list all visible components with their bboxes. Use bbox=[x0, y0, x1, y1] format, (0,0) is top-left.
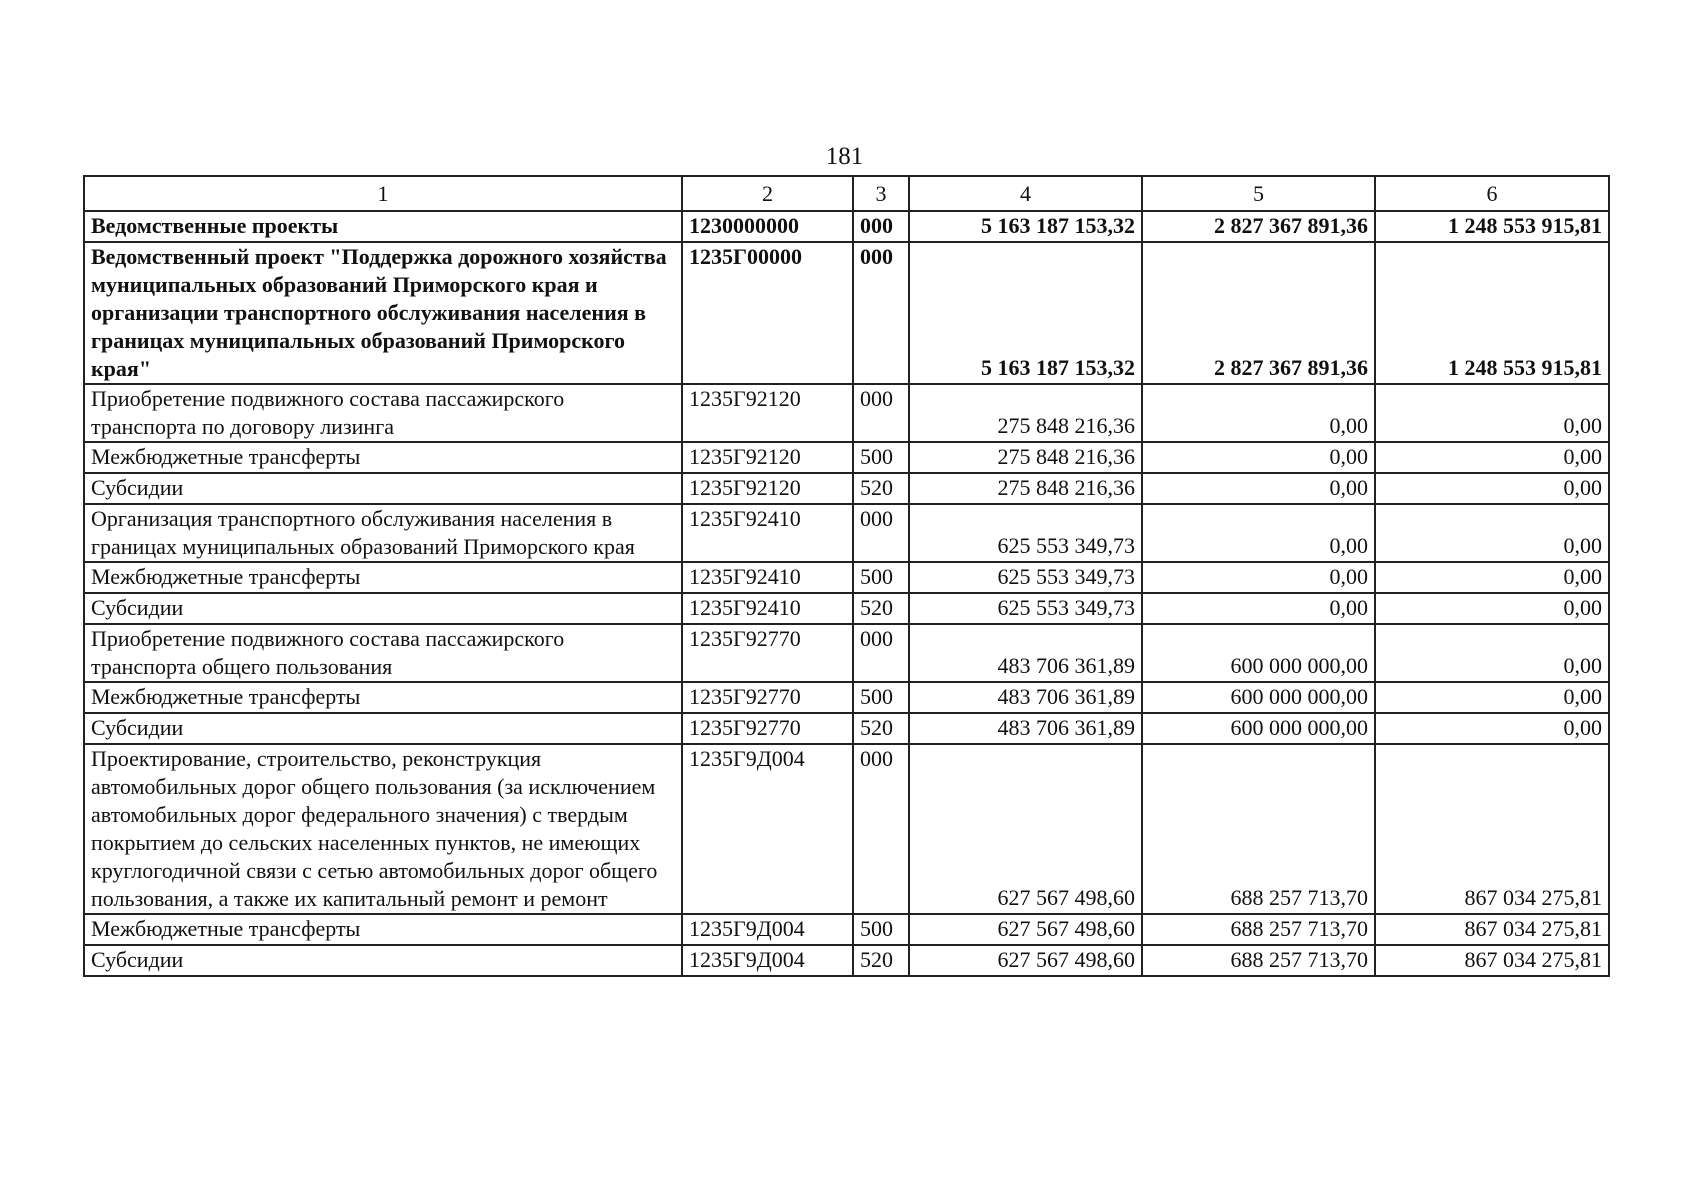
row-value-cell: 627 567 498,60 bbox=[909, 914, 1142, 945]
row-value-cell: 0,00 bbox=[1142, 442, 1375, 473]
table-row bbox=[84, 504, 1609, 562]
row-value-cell: 483 706 361,89 bbox=[909, 713, 1142, 744]
row-value-cell: 275 848 216,36 bbox=[909, 384, 1142, 442]
table-row bbox=[84, 744, 1609, 914]
row-value-cell: 0,00 bbox=[1375, 682, 1609, 713]
row-value-cell: 867 034 275,81 bbox=[1375, 945, 1609, 976]
row-expense-type-cell: 500 bbox=[853, 442, 909, 473]
row-value-cell: 625 553 349,73 bbox=[909, 593, 1142, 624]
row-code-cell: 1235Г9Д004 bbox=[682, 945, 853, 976]
row-code-cell: 1230000000 bbox=[682, 211, 853, 242]
row-expense-type-cell: 000 bbox=[853, 384, 909, 442]
row-code-cell: 1235Г92410 bbox=[682, 504, 853, 562]
row-name-cell: Субсидии bbox=[84, 945, 682, 976]
page-number: 181 bbox=[825, 143, 864, 170]
budget-table bbox=[83, 175, 1610, 977]
table-row bbox=[84, 562, 1609, 593]
column-header: 2 bbox=[682, 176, 853, 211]
row-name-cell: Приобретение подвижного состава пассажирского транспорта по договору лизинга bbox=[84, 384, 682, 442]
row-value-cell: 600 000 000,00 bbox=[1142, 713, 1375, 744]
row-value-cell: 627 567 498,60 bbox=[909, 945, 1142, 976]
row-value-cell: 867 034 275,81 bbox=[1375, 914, 1609, 945]
row-value-cell: 275 848 216,36 bbox=[909, 473, 1142, 504]
row-expense-type-cell: 000 bbox=[853, 504, 909, 562]
row-value-cell: 5 163 187 153,32 bbox=[909, 211, 1142, 242]
table-row bbox=[84, 242, 1609, 384]
row-expense-type-cell: 520 bbox=[853, 593, 909, 624]
row-name-cell: Межбюджетные трансферты bbox=[84, 442, 682, 473]
row-value-cell: 0,00 bbox=[1375, 593, 1609, 624]
row-value-cell: 483 706 361,89 bbox=[909, 624, 1142, 682]
row-value-cell: 0,00 bbox=[1375, 562, 1609, 593]
row-name-cell: Межбюджетные трансферты bbox=[84, 562, 682, 593]
row-value-cell: 275 848 216,36 bbox=[909, 442, 1142, 473]
row-value-cell: 0,00 bbox=[1375, 473, 1609, 504]
row-value-cell: 0,00 bbox=[1375, 442, 1609, 473]
row-value-cell: 2 827 367 891,36 bbox=[1142, 211, 1375, 242]
row-name-cell: Субсидии bbox=[84, 713, 682, 744]
row-value-cell: 1 248 553 915,81 bbox=[1375, 211, 1609, 242]
row-code-cell: 1235Г92410 bbox=[682, 562, 853, 593]
row-name-cell: Межбюджетные трансферты bbox=[84, 682, 682, 713]
row-expense-type-cell: 500 bbox=[853, 682, 909, 713]
row-value-cell: 688 257 713,70 bbox=[1142, 945, 1375, 976]
row-expense-type-cell: 520 bbox=[853, 713, 909, 744]
row-name-cell: Ведомственный проект "Поддержка дорожного хозяйства муниципальных образований Приморского края и организации транспортного обслуживания населения в границах муниципальных образований Приморского края" bbox=[84, 242, 682, 384]
table-row bbox=[84, 624, 1609, 682]
row-value-cell: 0,00 bbox=[1375, 624, 1609, 682]
row-value-cell: 0,00 bbox=[1142, 504, 1375, 562]
table-header-row bbox=[84, 176, 1609, 211]
row-code-cell: 1235Г92120 bbox=[682, 384, 853, 442]
row-code-cell: 1235Г00000 bbox=[682, 242, 853, 384]
row-name-cell: Приобретение подвижного состава пассажирского транспорта общего пользования bbox=[84, 624, 682, 682]
row-value-cell: 0,00 bbox=[1142, 384, 1375, 442]
row-value-cell: 688 257 713,70 bbox=[1142, 914, 1375, 945]
column-header: 6 bbox=[1375, 176, 1609, 211]
row-code-cell: 1235Г92120 bbox=[682, 473, 853, 504]
row-value-cell: 0,00 bbox=[1142, 593, 1375, 624]
column-header: 5 bbox=[1142, 176, 1375, 211]
row-name-cell: Субсидии bbox=[84, 593, 682, 624]
row-expense-type-cell: 000 bbox=[853, 211, 909, 242]
row-expense-type-cell: 520 bbox=[853, 473, 909, 504]
row-value-cell: 627 567 498,60 bbox=[909, 744, 1142, 914]
table-row bbox=[84, 211, 1609, 242]
row-name-cell: Организация транспортного обслуживания населения в границах муниципальных образований Приморского края bbox=[84, 504, 682, 562]
row-name-cell: Проектирование, строительство, реконструкция автомобильных дорог общего пользования (за исключением автомобильных дорог федерального значения) с твердым покрытием до сельских населенных пунктов, не имеющих круглогодичной связи с сетью автомобильных дорог общего пользования, а также их капитальный ремонт и ремонт bbox=[84, 744, 682, 914]
row-name-cell: Ведомственные проекты bbox=[84, 211, 682, 242]
table-row bbox=[84, 682, 1609, 713]
row-expense-type-cell: 500 bbox=[853, 562, 909, 593]
row-expense-type-cell: 520 bbox=[853, 945, 909, 976]
row-value-cell: 625 553 349,73 bbox=[909, 562, 1142, 593]
column-header: 4 bbox=[909, 176, 1142, 211]
row-name-cell: Субсидии bbox=[84, 473, 682, 504]
row-value-cell: 0,00 bbox=[1375, 713, 1609, 744]
row-code-cell: 1235Г9Д004 bbox=[682, 744, 853, 914]
column-header: 1 bbox=[84, 176, 682, 211]
row-code-cell: 1235Г92120 bbox=[682, 442, 853, 473]
row-code-cell: 1235Г9Д004 bbox=[682, 914, 853, 945]
table-row bbox=[84, 442, 1609, 473]
row-expense-type-cell: 500 bbox=[853, 914, 909, 945]
row-value-cell: 600 000 000,00 bbox=[1142, 682, 1375, 713]
row-value-cell: 0,00 bbox=[1142, 473, 1375, 504]
row-value-cell: 625 553 349,73 bbox=[909, 504, 1142, 562]
row-expense-type-cell: 000 bbox=[853, 744, 909, 914]
row-value-cell: 600 000 000,00 bbox=[1142, 624, 1375, 682]
row-code-cell: 1235Г92770 bbox=[682, 713, 853, 744]
table-row bbox=[84, 384, 1609, 442]
row-value-cell: 688 257 713,70 bbox=[1142, 744, 1375, 914]
table-row bbox=[84, 593, 1609, 624]
row-expense-type-cell: 000 bbox=[853, 624, 909, 682]
table-row bbox=[84, 713, 1609, 744]
row-expense-type-cell: 000 bbox=[853, 242, 909, 384]
row-value-cell: 5 163 187 153,32 bbox=[909, 242, 1142, 384]
table-row bbox=[84, 473, 1609, 504]
row-value-cell: 0,00 bbox=[1375, 384, 1609, 442]
row-code-cell: 1235Г92770 bbox=[682, 624, 853, 682]
row-value-cell: 1 248 553 915,81 bbox=[1375, 242, 1609, 384]
row-value-cell: 0,00 bbox=[1142, 562, 1375, 593]
row-value-cell: 0,00 bbox=[1375, 504, 1609, 562]
row-code-cell: 1235Г92770 bbox=[682, 682, 853, 713]
column-header: 3 bbox=[853, 176, 909, 211]
row-name-cell: Межбюджетные трансферты bbox=[84, 914, 682, 945]
table-row bbox=[84, 914, 1609, 945]
row-value-cell: 483 706 361,89 bbox=[909, 682, 1142, 713]
table-row bbox=[84, 945, 1609, 976]
row-code-cell: 1235Г92410 bbox=[682, 593, 853, 624]
row-value-cell: 867 034 275,81 bbox=[1375, 744, 1609, 914]
row-value-cell: 2 827 367 891,36 bbox=[1142, 242, 1375, 384]
